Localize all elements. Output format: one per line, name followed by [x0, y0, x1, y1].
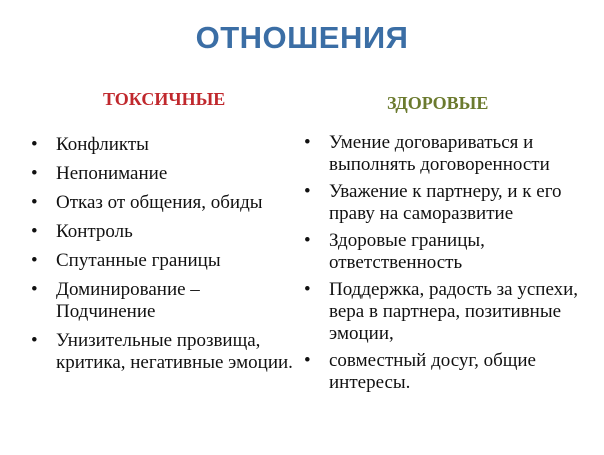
list-item — [303, 181, 593, 225]
bullet-icon: • — [31, 192, 38, 213]
list-item-text: Непонимание — [56, 163, 168, 184]
list-item — [30, 192, 295, 214]
bullet-icon: • — [31, 163, 38, 184]
bullet-icon: • — [304, 132, 311, 153]
list-item-text: Здоровые границы, ответственность — [329, 230, 485, 273]
list-item — [30, 330, 295, 374]
list-item-text: Контроль — [56, 221, 133, 242]
list-item — [303, 132, 593, 176]
bullet-icon: • — [31, 330, 38, 351]
bullet-icon: • — [31, 134, 38, 155]
bullet-icon: • — [31, 250, 38, 271]
list-item — [30, 221, 295, 243]
list-item-text: Доминирование – Подчинение — [56, 279, 200, 322]
list-item — [303, 350, 593, 394]
list-item-text: Спутанные границы — [56, 250, 221, 271]
page-title: ОТНОШЕНИЯ — [195, 20, 409, 55]
toxic-list — [30, 134, 295, 381]
list-item — [30, 279, 295, 323]
bullet-icon: • — [31, 221, 38, 242]
toxic-heading: ТОКСИЧНЫЕ — [103, 89, 226, 109]
list-item-text: Умение договариваться и выполнять договоренности — [329, 132, 550, 175]
list-item-text: совместный досуг, общие интересы. — [329, 350, 536, 393]
list-item-text: Уважение к партнеру, и к его праву на саморазвитие — [329, 181, 562, 224]
healthy-list — [303, 132, 593, 399]
bullet-icon: • — [31, 279, 38, 300]
bullet-icon: • — [304, 230, 311, 251]
list-item — [30, 250, 295, 272]
list-item-text: Поддержка, радость за успехи, вера в партнера, позитивные эмоции, — [329, 279, 579, 344]
bullet-icon: • — [304, 350, 311, 371]
list-item — [303, 279, 593, 345]
healthy-heading: ЗДОРОВЫЕ — [387, 93, 489, 113]
list-item-text: Конфликты — [56, 134, 149, 155]
bullet-icon: • — [304, 279, 311, 300]
bullet-icon: • — [304, 181, 311, 202]
list-item — [30, 134, 295, 156]
list-item — [303, 230, 593, 274]
list-item-text: Унизительные прозвища, критика, негативные эмоции. — [56, 330, 293, 373]
list-item — [30, 163, 295, 185]
list-item-text: Отказ от общения, обиды — [56, 192, 263, 213]
